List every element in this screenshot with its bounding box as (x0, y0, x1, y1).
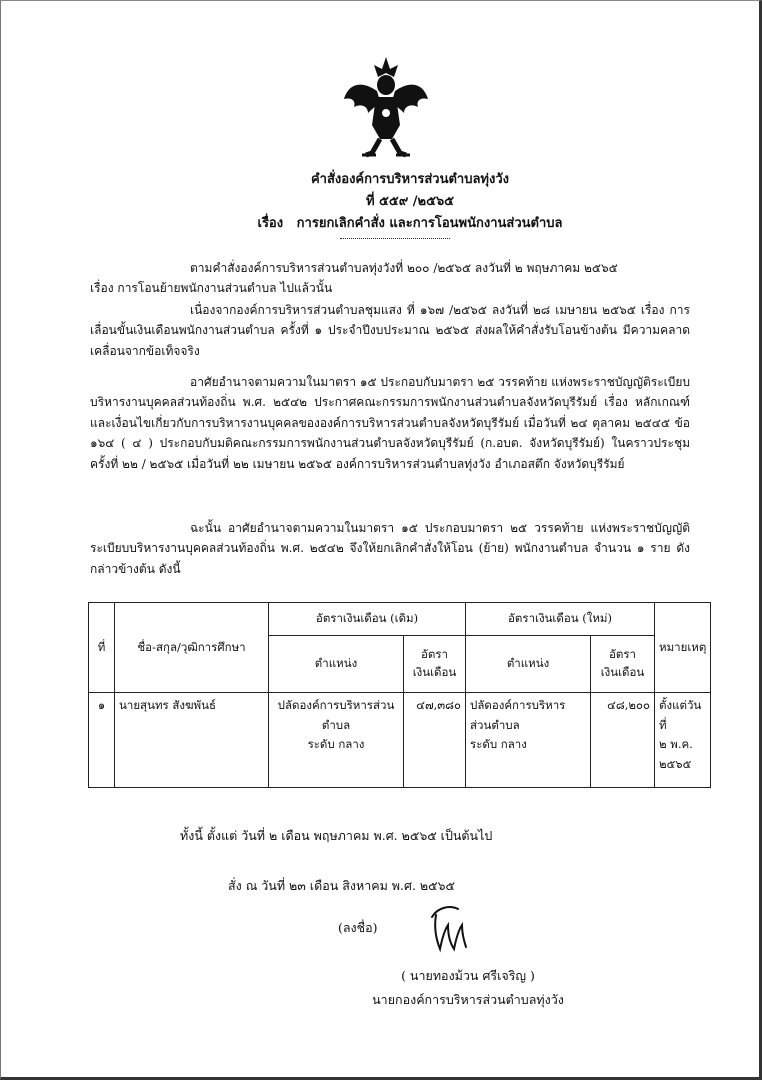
separator-dots (340, 238, 450, 239)
cell-name: นายสุนทร สังฆพันธ์ (115, 693, 269, 788)
new-position-line: ปลัดองค์การบริหาร (470, 698, 566, 712)
paragraph-reason: เนื่องจากองค์การบริหารส่วนตำบลชุมแสง ที่ ๑๖๗ /๒๕๖๕ ลงวันที่ ๒๘ เมษายน ๒๕๖๕ เรื่อง การเลื่อนขั้นเงินเดือนพนักงานส่วนตำบล ครั้งที่ ๑ ประจำปีงบประมาณ ๒๕๖๕ ส่งผลให้คำสั่งรับโอนข้างต้น มีความคลาดเคลื่อนจากข้อเท็จจริง (90, 303, 690, 358)
paragraph-reference-line2: เรื่อง การโอนย้ายพนักงานส่วนตำบล ไปแล้วนั้น (90, 281, 333, 296)
subject-label: เรื่อง (257, 216, 284, 231)
cell-remark (655, 693, 711, 788)
signer-position: นายกองค์การบริหารส่วนตำบลทุ่งวัง (372, 992, 564, 1007)
cell-new-salary: ๔๘,๒๐๐ (591, 693, 655, 788)
order-title: คำสั่งองค์การบริหารส่วนตำบลทุ่งวัง (310, 172, 509, 187)
table-header-row (89, 603, 711, 636)
col-header-remark: หมายเหตุ (655, 603, 711, 693)
col-header-old-position: ตำแหน่ง (269, 636, 404, 693)
cell-old-position (269, 693, 404, 788)
salary-table (88, 602, 711, 788)
order-date: สั่ง ณ วันที่ ๒๓ เดือน สิงหาคม พ.ศ. ๒๕๖๕ (228, 878, 455, 893)
old-position-level: ระดับ กลาง (307, 737, 365, 752)
salary-label: เงินเดือน (412, 665, 457, 680)
order-subject (200, 212, 620, 233)
old-position-line: ปลัดองค์การบริหารส่วน (277, 698, 395, 712)
new-position-level: ระดับ กลาง (470, 737, 527, 752)
cell-new-position (466, 693, 591, 788)
col-header-new-rate: อัตราเงินเดือน (ใหม่) (466, 603, 655, 636)
rate-label: อัตรา (421, 647, 449, 662)
order-number: ที่ ๕๕๙ /๒๕๖๕ (365, 194, 455, 209)
remark-line: ๒ พ.ค. (659, 737, 693, 752)
signer-name: ( นายทองม้วน ศรีเจริญ ) (401, 968, 535, 983)
subject-text: การยกเลิกคำสั่ง และการโอนพนักงานส่วนตำบล (296, 216, 563, 231)
paragraph-reference (90, 258, 690, 299)
garuda-emblem-icon (342, 55, 430, 163)
cell-old-salary: ๔๗,๓๘๐ (404, 693, 466, 788)
old-position-line: ตำบล (321, 717, 351, 732)
col-header-new-position: ตำแหน่ง (466, 636, 591, 693)
cell-no: ๑ (89, 693, 115, 788)
col-header-no: ที่ (89, 603, 115, 693)
salary-label: เงินเดือน (600, 665, 645, 680)
col-header-new-salary (591, 636, 655, 693)
new-position-line: ส่วนตำบล (470, 717, 520, 732)
paragraph-reference-line1: ตามคำสั่งองค์การบริหารส่วนตำบลทุ่งวังที่ ๒๐๐ /๒๕๖๕ ลงวันที่ ๒ พฤษภาคม ๒๕๖๕ (190, 261, 618, 275)
col-header-old-salary (404, 636, 466, 693)
remark-line: ตั้งแต่วันที่ (659, 698, 702, 732)
effective-date: ทั้งนี้ ตั้งแต่ วันที่ ๒ เดือน พฤษภาคม พ.ศ. ๒๕๖๕ เป็นต้นไป (180, 828, 493, 843)
paragraph-order: ฉะนั้น อาศัยอำนาจตามความในมาตรา ๑๕ ประกอบมาตรา ๒๕ วรรคท้าย แห่งพระราชบัญญัติระเบียบบริหารงานบุคคลส่วนท้องถิ่น พ.ศ. ๒๕๔๒ จึงให้ยกเลิกคำสั่งให้โอน (ย้าย) พนักงานตำบล จำนวน ๑ ราย ดังกล่าวข้างต้น ดังนี้ (90, 521, 690, 576)
rate-label: อัตรา (609, 647, 637, 662)
paragraph-authority: อาศัยอำนาจตามความในมาตรา ๑๕ ประกอบกับมาตรา ๒๕ วรรคท้าย แห่งพระราชบัญญัติระเบียบบริหารงานบุคคลส่วนท้องถิ่น พ.ศ. ๒๕๔๒ ประกาศคณะกรรมการพนักงานส่วนตำบลจังหวัดบุรีรัมย์ เรื่อง หลักเกณฑ์และเงื่อนไขเกี่ยวกับการบริหารงานบุคคลขององค์การบริหารส่วนตำบลจังหวัดบุรีรัมย์ เมื่อวันที่ ๒๔ ตุลาคม ๒๕๔๕ ข้อ ๑๖๔ ( ๔ ) ประกอบกับมติคณะกรรมการพนักงานส่วนตำบลจังหวัดบุรีรัมย์ (ก.อบต. จังหวัดบุรีรัมย์) ในคราวประชุมครั้งที่ ๒๒ / ๒๕๖๕ เมื่อวันที่ ๒๒ เมษายน ๒๕๖๕ องค์การบริหารส่วนตำบลทุ่งวัง อำเภอสตึก จังหวัดบุรีรัมย์ (90, 375, 691, 471)
remark-line: ๒๕๖๕ (659, 756, 692, 771)
table-row (89, 693, 711, 788)
col-header-name: ชื่อ-สกุล/วุฒิการศึกษา (115, 603, 269, 693)
handwritten-signature (428, 903, 470, 953)
col-header-old-rate: อัตราเงินเดือน (เดิม) (269, 603, 466, 636)
signature-label: (ลงชื่อ) (338, 920, 378, 935)
